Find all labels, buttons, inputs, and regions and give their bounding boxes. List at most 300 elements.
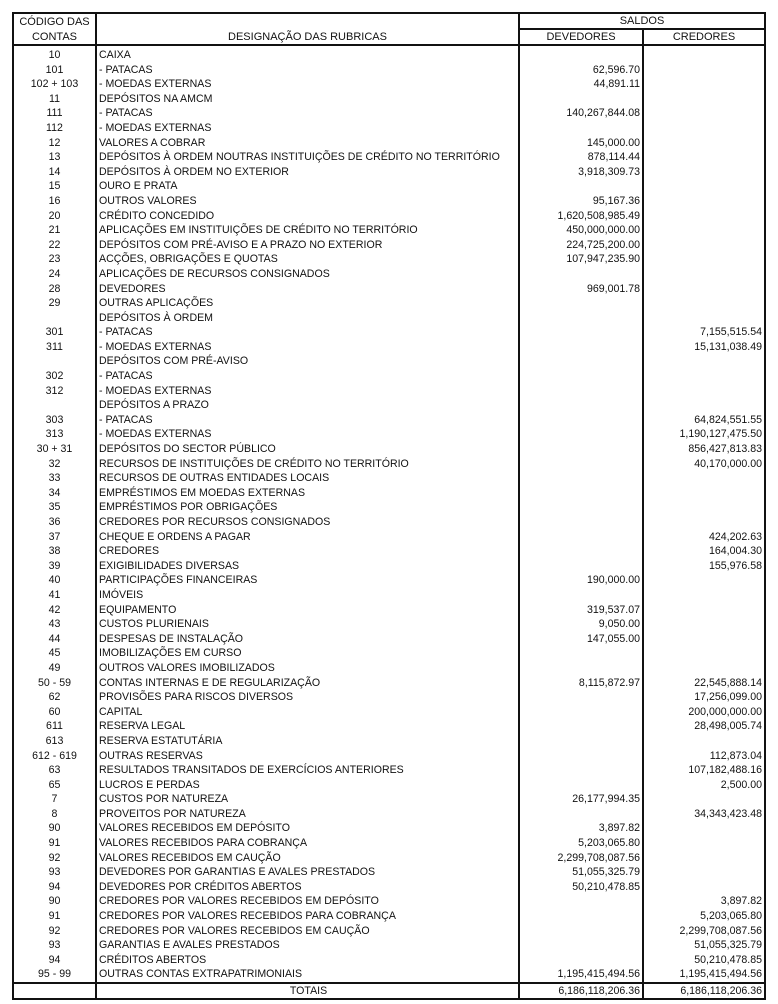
balance-devedores xyxy=(519,544,643,559)
table-row xyxy=(13,967,765,983)
account-code: 90 xyxy=(13,894,96,909)
account-code: 303 xyxy=(13,413,96,428)
balance-credores: 64,824,551.55 xyxy=(643,413,765,428)
table-row xyxy=(13,267,765,282)
balance-devedores xyxy=(519,705,643,720)
table-row xyxy=(13,924,765,939)
balance-credores xyxy=(643,282,765,297)
account-code: 611 xyxy=(13,719,96,734)
table-row xyxy=(13,282,765,297)
table-header xyxy=(13,13,765,45)
balance-credores: 200,000,000.00 xyxy=(643,705,765,720)
account-designation: GARANTIAS E AVALES PRESTADOS xyxy=(96,938,519,953)
account-code: 24 xyxy=(13,267,96,282)
table-row xyxy=(13,807,765,822)
balance-credores xyxy=(643,865,765,880)
balance-credores xyxy=(643,136,765,151)
account-designation: DEPÓSITOS COM PRÉ-AVISO xyxy=(96,354,519,369)
table-row xyxy=(13,719,765,734)
account-code: 102 + 103 xyxy=(13,77,96,92)
account-designation: VALORES RECEBIDOS PARA COBRANÇA xyxy=(96,836,519,851)
balance-devedores: 1,195,415,494.56 xyxy=(519,967,643,983)
account-designation: DEPÓSITOS A PRAZO xyxy=(96,398,519,413)
table-row xyxy=(13,792,765,807)
account-code: 94 xyxy=(13,953,96,968)
balance-credores: 22,545,888.14 xyxy=(643,676,765,691)
header-saldos: SALDOS xyxy=(519,13,765,29)
balance-devedores xyxy=(519,457,643,472)
account-code: 60 xyxy=(13,705,96,720)
account-designation: PROVISÕES PARA RISCOS DIVERSOS xyxy=(96,690,519,705)
balance-credores xyxy=(643,354,765,369)
balance-credores: 1,190,127,475.50 xyxy=(643,427,765,442)
table-row xyxy=(13,646,765,661)
account-designation: LUCROS E PERDAS xyxy=(96,778,519,793)
balance-credores: 1,195,415,494.56 xyxy=(643,967,765,983)
account-designation: - MOEDAS EXTERNAS xyxy=(96,384,519,399)
balance-devedores xyxy=(519,749,643,764)
account-code: 36 xyxy=(13,515,96,530)
header-credores: CREDORES xyxy=(643,29,765,45)
balance-credores: 15,131,038.49 xyxy=(643,340,765,355)
balance-devedores xyxy=(519,719,643,734)
balance-devedores xyxy=(519,894,643,909)
account-designation: CREDORES xyxy=(96,544,519,559)
balance-devedores xyxy=(519,924,643,939)
table-row xyxy=(13,530,765,545)
balance-devedores xyxy=(519,369,643,384)
account-designation: OUTRAS RESERVAS xyxy=(96,749,519,764)
balance-credores xyxy=(643,267,765,282)
balance-devedores: 190,000.00 xyxy=(519,573,643,588)
table-row xyxy=(13,909,765,924)
balance-credores xyxy=(643,471,765,486)
balance-devedores xyxy=(519,778,643,793)
account-designation: CHEQUE E ORDENS A PAGAR xyxy=(96,530,519,545)
balance-devedores xyxy=(519,427,643,442)
table-row xyxy=(13,500,765,515)
totals-credores: 6,186,118,206.36 xyxy=(643,983,765,999)
table-row xyxy=(13,77,765,92)
balance-devedores: 26,177,994.35 xyxy=(519,792,643,807)
balance-credores xyxy=(643,617,765,632)
account-designation: DEVEDORES POR CRÉDITOS ABERTOS xyxy=(96,880,519,895)
account-code: 92 xyxy=(13,851,96,866)
account-code: 8 xyxy=(13,807,96,822)
account-designation: IMOBILIZAÇÕES EM CURSO xyxy=(96,646,519,661)
balance-devedores: 2,299,708,087.56 xyxy=(519,851,643,866)
account-designation: DEVEDORES xyxy=(96,282,519,297)
balance-devedores xyxy=(519,734,643,749)
account-designation: DEPÓSITOS NA AMCM xyxy=(96,92,519,107)
balance-devedores xyxy=(519,354,643,369)
balance-devedores xyxy=(519,661,643,676)
account-code: 14 xyxy=(13,165,96,180)
account-designation: OUTROS VALORES xyxy=(96,194,519,209)
account-code: 112 xyxy=(13,121,96,136)
balance-devedores: 107,947,235.90 xyxy=(519,252,643,267)
balance-credores xyxy=(643,603,765,618)
account-code: 28 xyxy=(13,282,96,297)
table-row xyxy=(13,384,765,399)
account-code: 29 xyxy=(13,296,96,311)
balance-credores xyxy=(643,632,765,647)
account-code: 7 xyxy=(13,792,96,807)
balance-devedores xyxy=(519,179,643,194)
balance-credores xyxy=(643,165,765,180)
account-designation: OUTRAS CONTAS EXTRAPATRIMONIAIS xyxy=(96,967,519,983)
table-row xyxy=(13,106,765,121)
balance-devedores xyxy=(519,471,643,486)
account-designation: EMPRÉSTIMOS POR OBRIGAÇÕES xyxy=(96,500,519,515)
table-row xyxy=(13,325,765,340)
balance-credores xyxy=(643,194,765,209)
balance-devedores xyxy=(519,588,643,603)
balance-credores xyxy=(643,252,765,267)
account-code: 91 xyxy=(13,909,96,924)
table-row xyxy=(13,179,765,194)
account-designation: DESPESAS DE INSTALAÇÃO xyxy=(96,632,519,647)
table-row xyxy=(13,544,765,559)
account-code: 49 xyxy=(13,661,96,676)
account-designation: CREDORES POR VALORES RECEBIDOS PARA COBRANÇA xyxy=(96,909,519,924)
account-designation: DEPÓSITOS À ORDEM NOUTRAS INSTITUIÇÕES DE CRÉDITO NO TERRITÓRIO xyxy=(96,150,519,165)
table-row xyxy=(13,676,765,691)
balance-devedores: 224,725,200.00 xyxy=(519,238,643,253)
account-code: 612 - 619 xyxy=(13,749,96,764)
account-code: 37 xyxy=(13,530,96,545)
account-code xyxy=(13,354,96,369)
balance-credores: 424,202.63 xyxy=(643,530,765,545)
balance-credores xyxy=(643,384,765,399)
account-designation: CUSTOS PLURIENAIS xyxy=(96,617,519,632)
balance-devedores: 50,210,478.85 xyxy=(519,880,643,895)
balance-credores xyxy=(643,369,765,384)
account-designation: CREDORES POR VALORES RECEBIDOS EM DEPÓSITO xyxy=(96,894,519,909)
account-designation: DEVEDORES POR GARANTIAS E AVALES PRESTADOS xyxy=(96,865,519,880)
account-code: 93 xyxy=(13,865,96,880)
balance-sheet xyxy=(12,12,764,1000)
balance-devedores: 3,918,309.73 xyxy=(519,165,643,180)
account-code: 301 xyxy=(13,325,96,340)
table-row xyxy=(13,442,765,457)
balance-credores: 107,182,488.16 xyxy=(643,763,765,778)
balance-devedores xyxy=(519,311,643,326)
table-row xyxy=(13,778,765,793)
table-row xyxy=(13,617,765,632)
table-row xyxy=(13,165,765,180)
account-code: 10 xyxy=(13,45,96,63)
account-designation: VALORES RECEBIDOS EM DEPÓSITO xyxy=(96,821,519,836)
account-designation: RESERVA LEGAL xyxy=(96,719,519,734)
balance-credores xyxy=(643,106,765,121)
table-row xyxy=(13,369,765,384)
balance-credores xyxy=(643,296,765,311)
account-designation: RESERVA ESTATUTÁRIA xyxy=(96,734,519,749)
balance-credores: 2,500.00 xyxy=(643,778,765,793)
account-code: 32 xyxy=(13,457,96,472)
account-code: 311 xyxy=(13,340,96,355)
table-row xyxy=(13,938,765,953)
account-code: 62 xyxy=(13,690,96,705)
account-designation: - MOEDAS EXTERNAS xyxy=(96,121,519,136)
account-code: 35 xyxy=(13,500,96,515)
header-devedores: DEVEDORES xyxy=(519,29,643,45)
header-designation: DESIGNAÇÃO DAS RUBRICAS xyxy=(96,13,519,45)
table-row xyxy=(13,398,765,413)
header-code-line1: CÓDIGO DAS xyxy=(13,13,96,29)
table-row xyxy=(13,194,765,209)
balance-credores xyxy=(643,45,765,63)
account-code: 38 xyxy=(13,544,96,559)
balance-devedores xyxy=(519,442,643,457)
balance-credores: 7,155,515.54 xyxy=(643,325,765,340)
balance-devedores xyxy=(519,559,643,574)
table-row xyxy=(13,690,765,705)
balance-credores: 28,498,005.74 xyxy=(643,719,765,734)
balance-credores xyxy=(643,398,765,413)
balance-credores: 112,873.04 xyxy=(643,749,765,764)
account-code: 613 xyxy=(13,734,96,749)
table-row xyxy=(13,238,765,253)
account-designation: - MOEDAS EXTERNAS xyxy=(96,77,519,92)
account-designation: - PATACAS xyxy=(96,325,519,340)
balance-credores: 17,256,099.00 xyxy=(643,690,765,705)
balance-credores xyxy=(643,209,765,224)
table-row xyxy=(13,296,765,311)
balance-table xyxy=(12,12,766,1000)
account-designation: VALORES A COBRAR xyxy=(96,136,519,151)
table-row xyxy=(13,209,765,224)
account-designation: RESULTADOS TRANSITADOS DE EXERCÍCIOS ANTERIORES xyxy=(96,763,519,778)
balance-credores xyxy=(643,661,765,676)
table-row xyxy=(13,471,765,486)
account-code: 22 xyxy=(13,238,96,253)
balance-devedores: 51,055,325.79 xyxy=(519,865,643,880)
account-designation: CUSTOS POR NATUREZA xyxy=(96,792,519,807)
account-code: 45 xyxy=(13,646,96,661)
table-row xyxy=(13,851,765,866)
balance-credores xyxy=(643,179,765,194)
balance-credores xyxy=(643,588,765,603)
account-code: 63 xyxy=(13,763,96,778)
balance-devedores xyxy=(519,398,643,413)
balance-credores: 856,427,813.83 xyxy=(643,442,765,457)
balance-devedores xyxy=(519,909,643,924)
balance-devedores xyxy=(519,515,643,530)
account-designation: OURO E PRATA xyxy=(96,179,519,194)
balance-credores xyxy=(643,792,765,807)
account-code: 95 - 99 xyxy=(13,967,96,983)
balance-devedores: 450,000,000.00 xyxy=(519,223,643,238)
table-row xyxy=(13,705,765,720)
table-row xyxy=(13,340,765,355)
table-row xyxy=(13,894,765,909)
balance-devedores: 145,000.00 xyxy=(519,136,643,151)
account-designation: VALORES RECEBIDOS EM CAUÇÃO xyxy=(96,851,519,866)
table-row xyxy=(13,427,765,442)
table-row xyxy=(13,150,765,165)
balance-credores xyxy=(643,311,765,326)
account-code: 16 xyxy=(13,194,96,209)
account-code: 43 xyxy=(13,617,96,632)
account-designation: CAIXA xyxy=(96,45,519,63)
table-row xyxy=(13,836,765,851)
account-code: 13 xyxy=(13,150,96,165)
account-designation: - PATACAS xyxy=(96,369,519,384)
account-code: 93 xyxy=(13,938,96,953)
account-designation: OUTRAS APLICAÇÕES xyxy=(96,296,519,311)
balance-credores xyxy=(643,646,765,661)
account-designation: - PATACAS xyxy=(96,63,519,78)
table-body xyxy=(13,45,765,983)
table-row xyxy=(13,559,765,574)
balance-credores xyxy=(643,121,765,136)
balance-devedores: 969,001.78 xyxy=(519,282,643,297)
account-designation: CONTAS INTERNAS E DE REGULARIZAÇÃO xyxy=(96,676,519,691)
account-code: 42 xyxy=(13,603,96,618)
balance-devedores xyxy=(519,92,643,107)
account-code: 39 xyxy=(13,559,96,574)
account-code: 91 xyxy=(13,836,96,851)
account-code: 94 xyxy=(13,880,96,895)
account-code: 92 xyxy=(13,924,96,939)
balance-devedores: 95,167.36 xyxy=(519,194,643,209)
account-designation: DEPÓSITOS DO SECTOR PÚBLICO xyxy=(96,442,519,457)
table-row xyxy=(13,63,765,78)
table-row xyxy=(13,880,765,895)
balance-devedores xyxy=(519,646,643,661)
account-code: 15 xyxy=(13,179,96,194)
account-designation: CAPITAL xyxy=(96,705,519,720)
account-designation: DEPÓSITOS À ORDEM NO EXTERIOR xyxy=(96,165,519,180)
table-row xyxy=(13,121,765,136)
balance-credores: 164,004.30 xyxy=(643,544,765,559)
table-row xyxy=(13,311,765,326)
account-designation: RECURSOS DE OUTRAS ENTIDADES LOCAIS xyxy=(96,471,519,486)
account-code: 20 xyxy=(13,209,96,224)
account-designation: ACÇÕES, OBRIGAÇÕES E QUOTAS xyxy=(96,252,519,267)
table-row xyxy=(13,661,765,676)
account-code: 101 xyxy=(13,63,96,78)
account-code xyxy=(13,398,96,413)
balance-credores xyxy=(643,486,765,501)
account-code: 41 xyxy=(13,588,96,603)
totals-label: TOTAIS xyxy=(96,983,519,999)
account-code: 34 xyxy=(13,486,96,501)
totals-devedores: 6,186,118,206.36 xyxy=(519,983,643,999)
balance-credores xyxy=(643,223,765,238)
balance-devedores xyxy=(519,530,643,545)
balance-devedores xyxy=(519,690,643,705)
account-designation: EQUIPAMENTO xyxy=(96,603,519,618)
table-row xyxy=(13,573,765,588)
balance-credores xyxy=(643,92,765,107)
totals-code xyxy=(13,983,96,999)
account-designation: RECURSOS DE INSTITUIÇÕES DE CRÉDITO NO TERRITÓRIO xyxy=(96,457,519,472)
table-row xyxy=(13,457,765,472)
account-designation: CREDORES POR VALORES RECEBIDOS EM CAUÇÃO xyxy=(96,924,519,939)
balance-credores xyxy=(643,851,765,866)
account-code: 90 xyxy=(13,821,96,836)
balance-credores xyxy=(643,238,765,253)
account-designation: - MOEDAS EXTERNAS xyxy=(96,427,519,442)
account-code: 302 xyxy=(13,369,96,384)
balance-credores xyxy=(643,836,765,851)
account-code xyxy=(13,311,96,326)
balance-credores xyxy=(643,150,765,165)
balance-devedores xyxy=(519,486,643,501)
table-row xyxy=(13,763,765,778)
account-code: 30 + 31 xyxy=(13,442,96,457)
table-row xyxy=(13,515,765,530)
balance-devedores xyxy=(519,340,643,355)
account-code: 21 xyxy=(13,223,96,238)
balance-credores xyxy=(643,821,765,836)
account-code: 313 xyxy=(13,427,96,442)
account-code: 23 xyxy=(13,252,96,267)
account-designation: PARTICIPAÇÕES FINANCEIRAS xyxy=(96,573,519,588)
table-row xyxy=(13,92,765,107)
balance-devedores xyxy=(519,121,643,136)
balance-devedores xyxy=(519,267,643,282)
table-row xyxy=(13,354,765,369)
account-designation: OUTROS VALORES IMOBILIZADOS xyxy=(96,661,519,676)
balance-devedores xyxy=(519,763,643,778)
balance-credores: 155,976.58 xyxy=(643,559,765,574)
balance-devedores xyxy=(519,413,643,428)
balance-devedores xyxy=(519,953,643,968)
account-designation: PROVEITOS POR NATUREZA xyxy=(96,807,519,822)
account-designation: - PATACAS xyxy=(96,106,519,121)
balance-credores: 34,343,423.48 xyxy=(643,807,765,822)
balance-devedores: 8,115,872.97 xyxy=(519,676,643,691)
balance-credores xyxy=(643,734,765,749)
balance-devedores: 5,203,065.80 xyxy=(519,836,643,851)
balance-credores: 3,897.82 xyxy=(643,894,765,909)
account-designation: - MOEDAS EXTERNAS xyxy=(96,340,519,355)
table-row xyxy=(13,252,765,267)
totals-row xyxy=(13,983,765,999)
balance-credores xyxy=(643,515,765,530)
balance-credores xyxy=(643,63,765,78)
account-designation: EMPRÉSTIMOS EM MOEDAS EXTERNAS xyxy=(96,486,519,501)
balance-devedores xyxy=(519,807,643,822)
table-row xyxy=(13,413,765,428)
balance-devedores xyxy=(519,325,643,340)
balance-devedores: 140,267,844.08 xyxy=(519,106,643,121)
balance-devedores xyxy=(519,45,643,63)
account-designation: CREDORES POR RECURSOS CONSIGNADOS xyxy=(96,515,519,530)
account-designation: DEPÓSITOS À ORDEM xyxy=(96,311,519,326)
table-row xyxy=(13,865,765,880)
table-row xyxy=(13,45,765,63)
balance-devedores: 9,050.00 xyxy=(519,617,643,632)
account-designation: CRÉDITOS ABERTOS xyxy=(96,953,519,968)
table-row xyxy=(13,821,765,836)
balance-credores: 5,203,065.80 xyxy=(643,909,765,924)
balance-credores: 51,055,325.79 xyxy=(643,938,765,953)
header-code-line2: CONTAS xyxy=(13,29,96,45)
balance-devedores: 3,897.82 xyxy=(519,821,643,836)
account-designation: DEPÓSITOS COM PRÉ-AVISO E A PRAZO NO EXTERIOR xyxy=(96,238,519,253)
table-row xyxy=(13,632,765,647)
account-code: 111 xyxy=(13,106,96,121)
balance-devedores xyxy=(519,938,643,953)
account-code: 65 xyxy=(13,778,96,793)
balance-devedores: 147,055.00 xyxy=(519,632,643,647)
table-row xyxy=(13,136,765,151)
